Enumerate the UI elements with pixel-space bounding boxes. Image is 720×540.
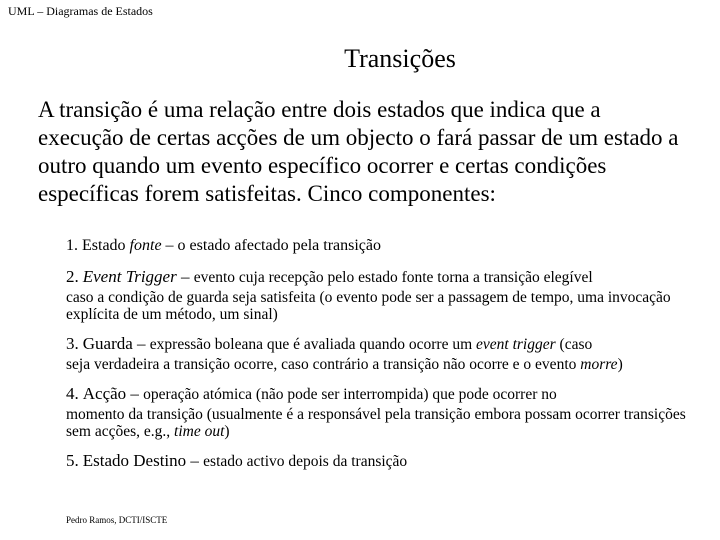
item-dash: – [186, 451, 204, 470]
item-description-rest-italic: time out [174, 423, 225, 440]
list-item-source-state [66, 236, 706, 256]
item-line [66, 236, 706, 256]
item-description-rest-tail: ) [617, 356, 623, 373]
item-term: Guarda [82, 334, 133, 353]
item-line [66, 265, 706, 289]
item-term: Estado Destino [82, 451, 187, 470]
item-description-continued [66, 406, 706, 440]
item-description-italic: event trigger [476, 336, 556, 353]
item-description: o estado afectado pela transição [177, 237, 381, 254]
item-number: 2. [66, 267, 79, 286]
item-line [66, 382, 706, 406]
item-dash: – [176, 267, 194, 286]
list-item-target-state [66, 449, 706, 473]
item-line [66, 332, 706, 356]
item-description: estado activo depois da transição [203, 453, 408, 470]
item-description-rest-italic: morre [580, 356, 618, 373]
item-description: expressão boleana que é avaliada quando ocorre um [149, 336, 477, 353]
item-description-continued [66, 356, 706, 373]
item-number: 4. [66, 384, 79, 403]
item-dash: – [161, 237, 178, 254]
item-number: 3. [66, 334, 79, 353]
item-number: 5. [66, 451, 79, 470]
list-item-action [66, 382, 706, 440]
item-number: 1. [66, 237, 78, 254]
item-term-italic: fonte [129, 237, 162, 254]
item-description-continued: caso a condição de guarda seja satisfeita (o evento pode ser a passagem de tempo, uma invocação explícita de um método, um sinal) [66, 289, 671, 323]
item-dash: – [126, 384, 144, 403]
item-dash: – [132, 334, 150, 353]
intro-paragraph: A transição é uma relação entre dois estados que indica que a execução de certas acções de um objecto o fará passar de um estado a outro quando um evento específico ocorrer e certas condições específicas forem satisfeitas. Cinco componentes: [38, 97, 679, 206]
footer-note: Pedro Ramos, DCTI/ISCTE [66, 515, 168, 525]
item-description-rest-tail: ) [224, 423, 230, 440]
item-line [66, 449, 706, 473]
list-item-guard [66, 332, 706, 373]
item-description-rest: seja verdadeira a transição ocorre, caso contrário a transição não ocorre e o evento [66, 356, 581, 373]
item-term: Estado [82, 237, 130, 254]
item-term-italic: Event Trigger [82, 267, 177, 286]
slide-title: Transições [344, 44, 456, 73]
item-description-rest: momento da transição (usualmente é a responsável pela transição embora possam ocorrer transições sem acções, e.g., [66, 406, 686, 440]
item-description: operação atómica (não pode ser interrompida) que pode ocorrer no [143, 386, 557, 403]
header-note: UML – Diagramas de Estados [8, 4, 153, 18]
components-list [66, 236, 706, 482]
item-description-tail: (caso [555, 336, 593, 353]
item-description: evento cuja recepção pelo estado fonte torna a transição elegível [193, 269, 593, 286]
list-item-event-trigger [66, 265, 706, 323]
item-term: Acção [82, 384, 127, 403]
